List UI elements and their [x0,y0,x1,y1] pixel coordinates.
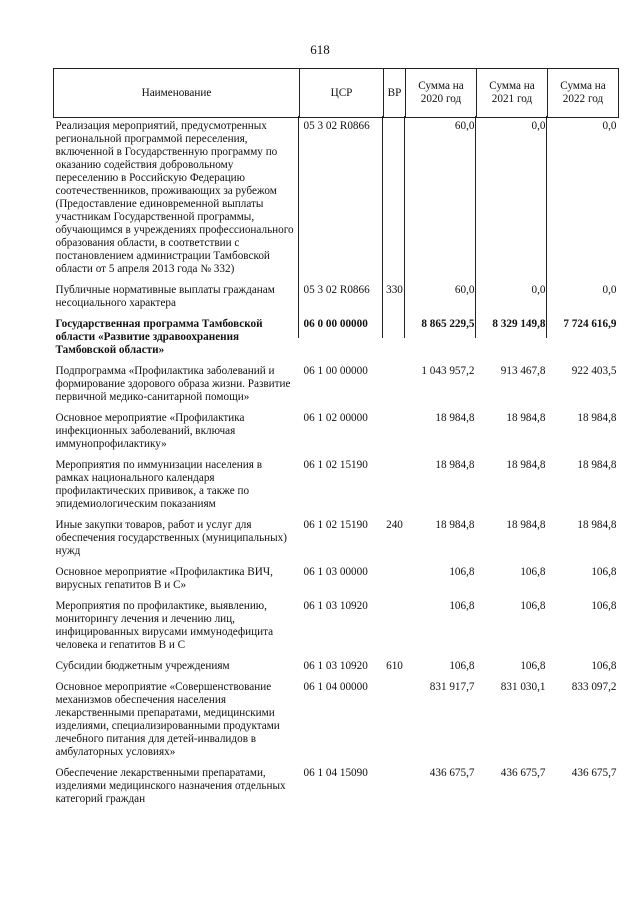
row-vr [384,564,406,598]
table-row [54,765,619,812]
row-2021: 8 329 149,8 [492,318,546,330]
table-row [54,457,619,517]
table-row [54,564,619,598]
column-divider [382,116,383,338]
table-header-row [54,69,619,118]
row-vr [384,765,406,812]
row-vr [384,316,406,363]
row-2021: 0,0 [531,284,546,296]
row-2022: 833 097,2 [571,681,617,693]
row-2021: 913 467,8 [500,365,546,377]
row-vr [384,363,406,410]
row-2020: 831 917,7 [429,681,475,693]
table-row [54,118,619,283]
row-csr: 06 1 02 00000 [303,412,368,424]
budget-table [53,68,619,812]
page-number: 618 [310,42,330,57]
row-2021: 0,0 [531,120,546,132]
row-csr: 06 1 04 15090 [303,767,368,779]
row-vr [384,457,406,517]
row-csr: 06 1 02 15190 [303,459,368,471]
row-2021: 106,8 [520,566,546,578]
row-2022: 0,0 [602,120,617,132]
table-row [54,363,619,410]
row-2022: 106,8 [591,600,617,612]
row-2020: 106,8 [449,600,475,612]
row-csr: 05 3 02 R0866 [303,120,370,132]
row-2020: 60,0 [454,120,475,132]
row-2022: 106,8 [591,660,617,672]
row-2020: 18 984,8 [435,459,475,471]
column-divider [475,116,476,338]
row-2022: 436 675,7 [571,767,617,779]
table-body [54,118,619,813]
row-2020: 436 675,7 [429,767,475,779]
row-2021: 18 984,8 [506,519,546,531]
header-vr: ВР [384,69,406,118]
column-divider [404,116,405,338]
row-vr: 240 [386,519,403,531]
column-divider [546,116,547,338]
row-name: Реализация мероприятий, предусмотренных региональной программой переселения, включенной в Государственную программу по оказанию содействия добровольному переселению в Российскую Федерацию соотечественников, проживающих за рубежом (Предоставление единовременной выплаты участникам Государственной программы, обучающимся в учреждениях профессионального образования области, в соответствии с постановлением администрации Тамбовской области от 5 апреля 2013 года № 332) [55,120,294,275]
header-2021: Сумма на 2021 год [477,69,548,118]
row-2020: 8 865 229,5 [421,318,475,330]
table-row [54,410,619,457]
row-2021: 106,8 [520,600,546,612]
row-csr: 06 1 03 00000 [303,566,368,578]
row-csr: 06 1 03 10920 [303,600,368,612]
header-csr: ЦСР [300,69,384,118]
row-2020: 106,8 [449,660,475,672]
row-2020: 1 043 957,2 [421,365,475,377]
row-name: Иные закупки товаров, работ и услуг для обеспечения государственных (муниципальных) нужд [55,519,287,557]
row-csr: 06 1 02 15190 [303,519,368,531]
row-2020: 18 984,8 [435,412,475,424]
table-row [54,282,619,316]
row-name: Основное мероприятие «Профилактика ВИЧ, вирусных гепатитов В и С» [55,566,273,591]
column-divider [298,116,299,338]
row-vr: 330 [386,284,403,296]
row-name: Мероприятия по иммунизации населения в рамках национального календаря профилактических прививок, а также по эпидемиологическим показаниям [55,459,262,510]
row-name: Субсидии бюджетным учреждениям [55,660,230,672]
row-2020: 18 984,8 [435,519,475,531]
row-2021: 106,8 [520,660,546,672]
table-row [54,679,619,765]
row-name: Обеспечение лекарственными препаратами, изделиями медицинского назначения отдельных категорий граждан [55,767,286,805]
row-vr: 610 [386,660,403,672]
row-name: Основное мероприятие «Совершенствование механизмов обеспечения населения лекарственными препаратами, медицинскими изделиями, специализированными продуктами лечебного питания для детей-инвалидов в амбулаторных условиях» [55,681,280,758]
row-name: Публичные нормативные выплаты гражданам несоциального характера [55,284,275,309]
header-name: Наименование [54,69,300,118]
row-2021: 831 030,1 [500,681,546,693]
row-2022: 7 724 616,9 [563,318,617,330]
row-vr [384,118,406,283]
row-2022: 922 403,5 [571,365,617,377]
row-csr: 05 3 02 R0866 [303,284,370,296]
row-2021: 18 984,8 [506,412,546,424]
row-2020: 60,0 [454,284,475,296]
row-2021: 18 984,8 [506,459,546,471]
row-vr [384,598,406,658]
row-2022: 18 984,8 [577,412,617,424]
row-csr: 06 0 00 00000 [303,318,368,330]
header-2022: Сумма на 2022 год [548,69,619,118]
table-row [54,517,619,564]
row-csr: 06 1 00 00000 [303,365,368,377]
row-name: Государственная программа Тамбовской области «Развитие здравоохранения Тамбовской области» [55,318,263,356]
row-2022: 0,0 [602,284,617,296]
row-2021: 436 675,7 [500,767,546,779]
row-name: Основное мероприятие «Профилактика инфекционных заболеваний, включая иммунопрофилактику» [55,412,245,450]
row-csr: 06 1 03 10920 [303,660,368,672]
header-2020: Сумма на 2020 год [406,69,477,118]
row-csr: 06 1 04 00000 [303,681,368,693]
row-2022: 18 984,8 [577,459,617,471]
table-row [54,316,619,363]
row-name: Подпрограмма «Профилактика заболеваний и формирование здорового образа жизни. Развитие первичной медико-санитарной помощи» [55,365,291,403]
row-2022: 106,8 [591,566,617,578]
row-2022: 18 984,8 [577,519,617,531]
row-vr [384,679,406,765]
table-row [54,598,619,658]
row-name: Мероприятия по профилактике, выявлению, мониторингу лечения и лечению лиц, инфицированных вирусами иммунодефицита человека и гепатитов В и С [55,600,274,651]
table-row [54,658,619,679]
row-vr [384,410,406,457]
row-2020: 106,8 [449,566,475,578]
